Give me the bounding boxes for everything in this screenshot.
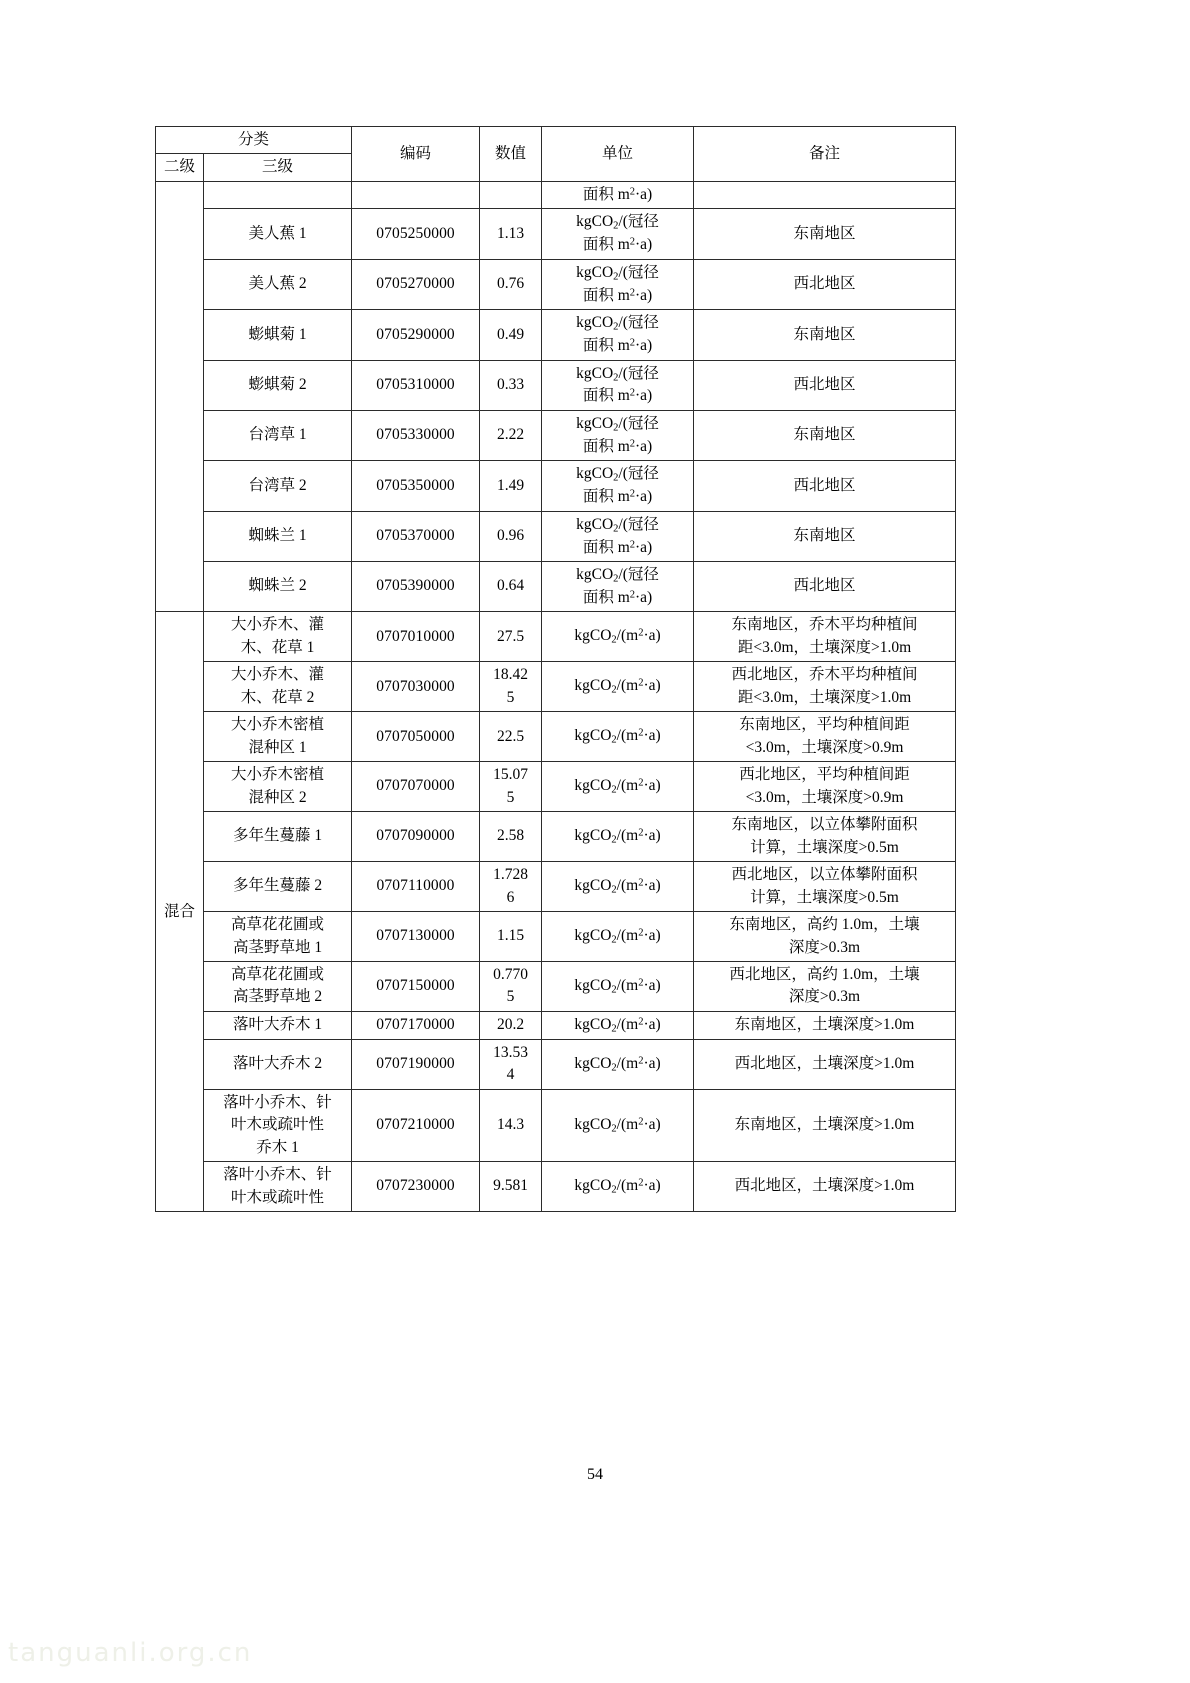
cell-code: 0705270000 <box>352 259 480 309</box>
cell-level3: 台湾草 2 <box>204 461 352 511</box>
header-value: 数值 <box>480 127 542 182</box>
table-row <box>156 762 956 812</box>
cell-remark: 东南地区，乔木平均种植间 距<3.0m，土壤深度>1.0m <box>694 612 956 662</box>
cell-unit: $kgCO_2/(m^2\cdot a)$ <box>542 1011 694 1039</box>
header-classification: 分类 <box>156 127 352 154</box>
cell-value: 0.76 <box>480 259 542 309</box>
table-row <box>156 562 956 612</box>
cell-unit: kgCO$_2$/(冠径 面积 $m^2\cdot a$) <box>542 310 694 360</box>
cell-remark: 西北地区，高约 1.0m，土壤 深度>0.3m <box>694 961 956 1011</box>
cell-level3: 蜘蛛兰 1 <box>204 511 352 561</box>
site-watermark: tanguanli.org.cn <box>8 1638 253 1668</box>
cell-remark: 东南地区，土壤深度>1.0m <box>694 1011 956 1039</box>
cell-level3 <box>204 181 352 208</box>
table-row <box>156 360 956 410</box>
cell-unit: $kgCO_2/(m^2\cdot a)$ <box>542 762 694 812</box>
table-header <box>156 127 956 182</box>
header-unit: 单位 <box>542 127 694 182</box>
cell-value: 1.49 <box>480 461 542 511</box>
cell-value: 22.5 <box>480 712 542 762</box>
cell-value: 18.42 5 <box>480 662 542 712</box>
cell-remark: 东南地区 <box>694 310 956 360</box>
table-row <box>156 259 956 309</box>
cell-code: 0707130000 <box>352 912 480 962</box>
header-level2: 二级 <box>156 154 204 181</box>
cell-unit: $kgCO_2/(m^2\cdot a)$ <box>542 812 694 862</box>
cell-value: 9.581 <box>480 1162 542 1212</box>
cell-code: 0705290000 <box>352 310 480 360</box>
cell-unit: kgCO$_2$/(冠径 面积 $m^2\cdot a$) <box>542 410 694 460</box>
cell-unit: $kgCO_2/(m^2\cdot a)$ <box>542 961 694 1011</box>
emission-factor-table-container <box>155 126 955 1212</box>
cell-level3: 蜘蛛兰 2 <box>204 562 352 612</box>
cell-unit: kgCO$_2$/(冠径 面积 $m^2\cdot a$) <box>542 360 694 410</box>
header-remark: 备注 <box>694 127 956 182</box>
cell-remark: 东南地区，以立体攀附面积 计算，土壤深度>0.5m <box>694 812 956 862</box>
table-row <box>156 1089 956 1161</box>
cell-value: 14.3 <box>480 1089 542 1161</box>
cell-remark: 西北地区，以立体攀附面积 计算，土壤深度>0.5m <box>694 862 956 912</box>
cell-remark: 西北地区，土壤深度>1.0m <box>694 1162 956 1212</box>
cell-remark: 东南地区 <box>694 511 956 561</box>
cell-level2: 混合 <box>156 612 204 1212</box>
cell-value: 27.5 <box>480 612 542 662</box>
table-row <box>156 862 956 912</box>
table-row <box>156 812 956 862</box>
cell-value: 0.49 <box>480 310 542 360</box>
cell-code: 0707010000 <box>352 612 480 662</box>
cell-code: 0707110000 <box>352 862 480 912</box>
cell-level3: 落叶大乔木 2 <box>204 1039 352 1089</box>
page-number: 54 <box>587 1466 603 1483</box>
table-row <box>156 662 956 712</box>
cell-code: 0707150000 <box>352 961 480 1011</box>
cell-unit: 面积 $m^2\cdot a$) <box>542 181 694 208</box>
cell-unit: kgCO$_2$/(冠径 面积 $m^2\cdot a$) <box>542 511 694 561</box>
cell-unit: $kgCO_2/(m^2\cdot a)$ <box>542 1039 694 1089</box>
cell-remark: 西北地区，土壤深度>1.0m <box>694 1039 956 1089</box>
cell-remark: 东南地区 <box>694 410 956 460</box>
cell-code: 0705350000 <box>352 461 480 511</box>
cell-value: 0.770 5 <box>480 961 542 1011</box>
table-row <box>156 209 956 259</box>
table-row <box>156 612 956 662</box>
cell-code: 0707210000 <box>352 1089 480 1161</box>
header-level3: 三级 <box>204 154 352 181</box>
table-header-row-1 <box>156 127 956 154</box>
cell-remark: 东南地区 <box>694 209 956 259</box>
cell-value: 0.96 <box>480 511 542 561</box>
table-row <box>156 961 956 1011</box>
cell-remark: 东南地区，高约 1.0m，土壤 深度>0.3m <box>694 912 956 962</box>
cell-code: 0707090000 <box>352 812 480 862</box>
cell-level3: 高草花花圃或 高茎野草地 2 <box>204 961 352 1011</box>
cell-remark: 西北地区，乔木平均种植间 距<3.0m，土壤深度>1.0m <box>694 662 956 712</box>
table-row <box>156 712 956 762</box>
cell-value: 1.728 6 <box>480 862 542 912</box>
cell-value: 0.33 <box>480 360 542 410</box>
cell-unit: kgCO$_2$/(冠径 面积 $m^2\cdot a$) <box>542 461 694 511</box>
cell-level3: 多年生蔓藤 1 <box>204 812 352 862</box>
cell-code: 0705250000 <box>352 209 480 259</box>
cell-value: 13.53 4 <box>480 1039 542 1089</box>
emission-factor-table <box>155 126 956 1212</box>
cell-level3: 落叶小乔木、针 叶木或疏叶性 <box>204 1162 352 1212</box>
cell-level3: 高草花花圃或 高茎野草地 1 <box>204 912 352 962</box>
table-body <box>156 181 956 1211</box>
cell-code: 0707050000 <box>352 712 480 762</box>
table-row <box>156 1011 956 1039</box>
cell-unit: $kgCO_2/(m^2\cdot a)$ <box>542 1162 694 1212</box>
cell-level3: 大小乔木、灌 木、花草 1 <box>204 612 352 662</box>
cell-value: 1.13 <box>480 209 542 259</box>
cell-code: 0705310000 <box>352 360 480 410</box>
cell-unit: $kgCO_2/(m^2\cdot a)$ <box>542 612 694 662</box>
cell-level3: 美人蕉 2 <box>204 259 352 309</box>
cell-remark: 东南地区，平均种植间距 <3.0m，土壤深度>0.9m <box>694 712 956 762</box>
cell-level3: 大小乔木密植 混种区 2 <box>204 762 352 812</box>
cell-level3: 蟛蜞菊 1 <box>204 310 352 360</box>
cell-level3: 台湾草 1 <box>204 410 352 460</box>
cell-value: 20.2 <box>480 1011 542 1039</box>
table-row <box>156 1039 956 1089</box>
cell-unit: $kgCO_2/(m^2\cdot a)$ <box>542 912 694 962</box>
cell-remark <box>694 181 956 208</box>
cell-unit: kgCO$_2$/(冠径 面积 $m^2\cdot a$) <box>542 209 694 259</box>
cell-value: 2.58 <box>480 812 542 862</box>
cell-level2 <box>156 181 204 611</box>
table-row <box>156 912 956 962</box>
cell-unit: $kgCO_2/(m^2\cdot a)$ <box>542 1089 694 1161</box>
cell-value: 0.64 <box>480 562 542 612</box>
cell-level3: 大小乔木密植 混种区 1 <box>204 712 352 762</box>
cell-code: 0707190000 <box>352 1039 480 1089</box>
cell-remark: 西北地区 <box>694 259 956 309</box>
cell-remark: 西北地区 <box>694 562 956 612</box>
table-row <box>156 1162 956 1212</box>
cell-unit: $kgCO_2/(m^2\cdot a)$ <box>542 662 694 712</box>
cell-unit: kgCO$_2$/(冠径 面积 $m^2\cdot a$) <box>542 562 694 612</box>
cell-remark: 西北地区，平均种植间距 <3.0m，土壤深度>0.9m <box>694 762 956 812</box>
cell-level3: 蟛蜞菊 2 <box>204 360 352 410</box>
cell-code: 0705330000 <box>352 410 480 460</box>
cell-value: 15.07 5 <box>480 762 542 812</box>
table-row <box>156 461 956 511</box>
cell-remark: 西北地区 <box>694 461 956 511</box>
cell-remark: 西北地区 <box>694 360 956 410</box>
cell-code: 0707230000 <box>352 1162 480 1212</box>
cell-code: 0707070000 <box>352 762 480 812</box>
table-row <box>156 310 956 360</box>
cell-value: 1.15 <box>480 912 542 962</box>
cell-unit: $kgCO_2/(m^2\cdot a)$ <box>542 862 694 912</box>
cell-value: 2.22 <box>480 410 542 460</box>
cell-level3: 多年生蔓藤 2 <box>204 862 352 912</box>
cell-level3: 大小乔木、灌 木、花草 2 <box>204 662 352 712</box>
cell-value <box>480 181 542 208</box>
cell-code: 0705390000 <box>352 562 480 612</box>
cell-code: 0705370000 <box>352 511 480 561</box>
cell-level3: 美人蕉 1 <box>204 209 352 259</box>
cell-code: 0707030000 <box>352 662 480 712</box>
table-row <box>156 410 956 460</box>
cell-level3: 落叶小乔木、针 叶木或疏叶性 乔木 1 <box>204 1089 352 1161</box>
cell-unit: $kgCO_2/(m^2\cdot a)$ <box>542 712 694 762</box>
table-row <box>156 181 956 208</box>
cell-level3: 落叶大乔木 1 <box>204 1011 352 1039</box>
cell-code: 0707170000 <box>352 1011 480 1039</box>
cell-code <box>352 181 480 208</box>
table-row <box>156 511 956 561</box>
cell-remark: 东南地区，土壤深度>1.0m <box>694 1089 956 1161</box>
cell-unit: kgCO$_2$/(冠径 面积 $m^2\cdot a$) <box>542 259 694 309</box>
header-code: 编码 <box>352 127 480 182</box>
